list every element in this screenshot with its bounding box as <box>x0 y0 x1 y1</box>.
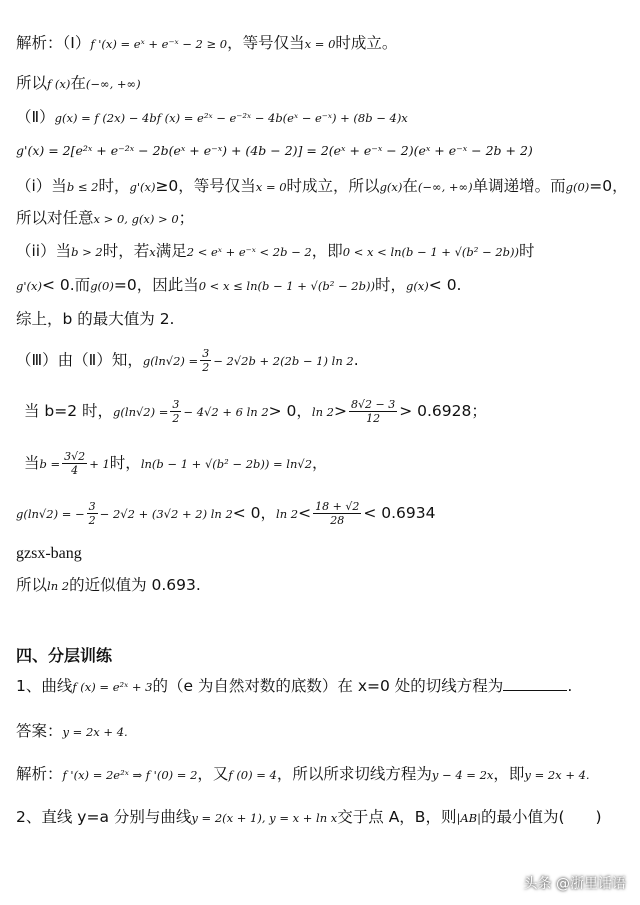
formula: (−∞, +∞) <box>417 180 473 194</box>
text: 综上，b 的最大值为 2. <box>16 310 175 328</box>
solution-part-1-line <box>16 33 397 54</box>
formula: x = 0 <box>255 180 287 194</box>
text: 当 b=2 时， <box>24 402 114 420</box>
formula: x > 0, g(x) > 0 <box>93 212 179 226</box>
formula: − 4√2 + 6 ln 2 <box>183 405 269 419</box>
formula: f '(x) = eˣ + e⁻ˣ − 2 ≥ 0 <box>90 37 228 51</box>
text: . <box>353 351 359 369</box>
text: =0，因此当 <box>113 276 199 294</box>
formula: b = <box>39 457 61 471</box>
formula: ln 2 <box>311 405 334 419</box>
text: < 0.6934 <box>363 504 436 522</box>
monotonic-f-line <box>16 73 141 94</box>
text: ， <box>312 454 328 472</box>
fraction: $\frac{8√2 - 3}{12}$ <box>350 398 396 425</box>
text: ，又 <box>197 765 229 783</box>
text: 时， <box>109 454 141 472</box>
text: 时 <box>518 242 535 260</box>
formula: (−∞, +∞) <box>85 77 141 91</box>
formula: |AB| <box>456 811 481 825</box>
text: 当 <box>24 454 40 472</box>
text: ； <box>178 209 195 227</box>
formula: g(x) = f (2x) − 4bf (x) = e²ˣ − e⁻²ˣ − 4b(eˣ − e⁻ˣ) + (8b − 4)x <box>54 111 408 125</box>
b-special-value-line <box>16 450 328 477</box>
formula: g(0) <box>90 279 114 293</box>
text: 的（e 为自然对数的底数）在 x=0 处的切线方程为 <box>152 677 504 695</box>
text: 单调递增。而 <box>472 177 566 195</box>
text: 2、直线 y=a 分别与曲线 <box>16 808 192 826</box>
text: ，即 <box>493 765 525 783</box>
part-2-g-definition <box>16 107 408 128</box>
text: gzsx-bang <box>16 545 82 562</box>
text: （ii）当 <box>16 242 72 260</box>
watermark: 头条 @浙里话语 <box>523 876 626 892</box>
fraction: $\frac{3}{2}$ <box>172 398 180 425</box>
formula: 0 < x < ln(b − 1 + √(b² − 2b)) <box>342 245 519 259</box>
text: 时成立。 <box>335 34 398 52</box>
formula: g(0) <box>565 180 590 194</box>
text: （Ⅲ）由（Ⅱ）知， <box>16 351 143 369</box>
text: < 0， <box>232 504 277 522</box>
solution-1 <box>16 764 590 785</box>
text: 解析：（Ⅰ） <box>16 34 91 52</box>
fraction: $\frac{3√2}{4}$ <box>64 450 86 477</box>
formula: b > 2 <box>71 245 103 259</box>
part-2-summary <box>16 309 174 329</box>
text: ，所以所求切线方程为 <box>276 765 432 783</box>
formula: f (x) = e²ˣ + 3 <box>72 680 153 694</box>
text: ，即 <box>311 242 343 260</box>
formula: f (x) <box>47 77 71 91</box>
text: ≥0，等号仅当 <box>155 177 256 195</box>
section-heading <box>16 646 112 666</box>
text: < 0. <box>428 276 462 294</box>
text: （i）当 <box>16 177 67 195</box>
text: 四、分层训练 <box>16 646 113 665</box>
formula: g'(x) = 2[e²ˣ + e⁻²ˣ − 2b(eˣ + e⁻ˣ) + (4b − 2)] = 2(eˣ + e⁻ˣ − 2)(eˣ + e⁻ˣ − 2b + 2) <box>16 143 533 158</box>
formula: g'(x) <box>129 180 156 194</box>
source-tag <box>16 544 82 564</box>
text: > 0， <box>268 402 312 420</box>
formula: ln 2 <box>47 579 70 593</box>
part-3-line <box>16 347 359 374</box>
case-ii-line <box>16 241 535 262</box>
text: 1、曲线 <box>16 677 73 695</box>
formula: f '(x) = 2e²ˣ ⇒ f '(0) = 2 <box>62 768 198 782</box>
question-1 <box>16 676 572 697</box>
text: 解析： <box>16 765 63 783</box>
answer-1 <box>16 721 128 742</box>
text: =0， <box>589 177 628 195</box>
text: 的最小值为( ) <box>480 808 602 826</box>
text: < <box>298 504 312 522</box>
text: 时成立，所以 <box>286 177 380 195</box>
text: ，等号仅当 <box>227 34 305 52</box>
formula: x = 0 <box>304 37 336 51</box>
text: > 0.6928； <box>399 402 487 420</box>
formula: − 2√2b + 2(2b − 1) ln 2 <box>213 354 354 368</box>
ln2-approx-line <box>16 575 201 596</box>
text: . <box>567 677 573 695</box>
fraction: $\frac{18 + √2}{28}$ <box>315 500 360 527</box>
formula: + 1 <box>89 457 110 471</box>
formula: x <box>149 245 156 259</box>
g-derivative-line <box>16 140 533 161</box>
formula: b ≤ 2 <box>66 180 99 194</box>
question-2 <box>16 807 602 828</box>
formula: f (0) = 4 <box>228 768 277 782</box>
case-i-conclusion <box>16 208 194 229</box>
text: 的近似值为 0.693. <box>69 576 201 594</box>
case-ii-conclusion <box>16 275 461 296</box>
text: 在 <box>70 74 86 92</box>
formula: g(ln√2) = <box>142 354 199 368</box>
formula: y = 2x + 4. <box>524 768 590 782</box>
fraction: $\frac{3}{2}$ <box>88 500 96 527</box>
text: 所以 <box>16 74 48 92</box>
text: 所以 <box>16 576 48 594</box>
formula: 2 < eˣ + e⁻ˣ < 2b − 2 <box>186 245 312 259</box>
b-equals-2-line <box>16 398 487 425</box>
text: 答案： <box>16 722 63 740</box>
formula: y = 2(x + 1), y = x + ln x <box>191 811 338 825</box>
text: 所以对任意 <box>16 209 94 227</box>
text: 时， <box>98 177 130 195</box>
formula: g'(x) <box>16 279 42 293</box>
text: 时，若 <box>102 242 150 260</box>
text: 在 <box>402 177 418 195</box>
text: 时， <box>374 276 406 294</box>
formula: y = 2x + 4. <box>62 725 128 739</box>
answer-blank <box>503 676 567 691</box>
case-i-line <box>16 176 628 197</box>
formula: g(ln√2) = <box>113 405 169 419</box>
text: < 0.而 <box>41 276 91 294</box>
text: > <box>333 402 347 420</box>
formula: g(ln√2) = − <box>16 507 85 521</box>
upper-bound-line <box>16 500 435 527</box>
text: 满足 <box>155 242 187 260</box>
formula: g(x) <box>405 279 429 293</box>
fraction: $\frac{3}{2}$ <box>202 347 210 374</box>
text: （Ⅱ） <box>16 108 55 126</box>
formula: y − 4 = 2x <box>431 768 494 782</box>
formula: g(x) <box>379 180 403 194</box>
formula: ln 2 <box>276 507 299 521</box>
formula: ln(b − 1 + √(b² − 2b)) = ln√2 <box>140 457 313 471</box>
text: 交于点 A，B，则 <box>337 808 457 826</box>
formula: 0 < x ≤ ln(b − 1 + √(b² − 2b)) <box>198 279 375 293</box>
formula: − 2√2 + (3√2 + 2) ln 2 <box>99 507 233 521</box>
